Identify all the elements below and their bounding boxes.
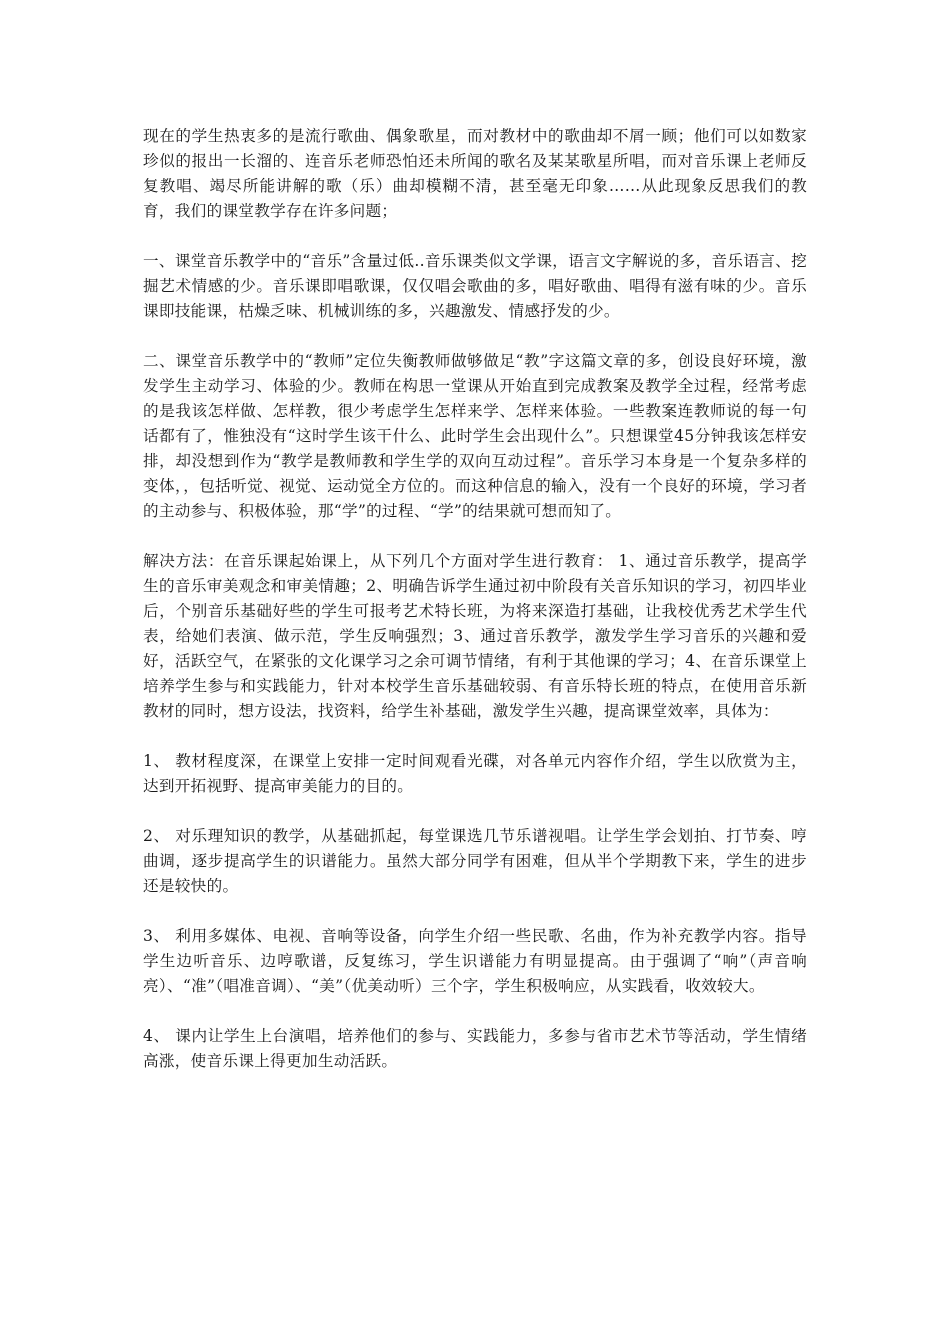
document-body — [143, 124, 807, 1099]
list-item-4: 4、 课内让学生上台演唱，培养他们的参与、实践能力，多参与省市艺术节等活动，学生情绪高涨，使音乐课上得更加生动活跃。 — [143, 1027, 807, 1070]
problem-one-paragraph: 一、课堂音乐教学中的“音乐”含量过低..音乐课类似文学课，语言文字解说的多，音乐语言、挖掘艺术情感的少。音乐课即唱歌课，仅仅唱会歌曲的多，唱好歌曲、唱得有滋有味的少。音乐课即技能课，枯燥乏味、机械训练的多，兴趣激发、情感抒发的少。 — [143, 252, 807, 320]
intro-paragraph: 现在的学生热衷多的是流行歌曲、偶象歌星，而对教材中的歌曲却不屑一顾；他们可以如数家珍似的报出一长溜的、连音乐老师恐怕还未所闻的歌名及某某歌星所唱，而对音乐课上老师反复教唱、竭尽所能讲解的歌（乐）曲却模糊不清，甚至毫无印象……从此现象反思我们的教育，我们的课堂教学存在许多问题； — [143, 127, 807, 220]
list-item-1: 1、 教材程度深，在课堂上安排一定时间观看光碟，对各单元内容作介绍，学生以欣赏为主，达到开拓视野、提高审美能力的目的。 — [143, 752, 807, 795]
list-item-3: 3、 利用多媒体、电视、音响等设备，向学生介绍一些民歌、名曲，作为补充教学内容。指导学生边听音乐、边哼歌谱，反复练习，学生识谱能力有明显提高。由于强调了“响”（声音响亮）、“准”（唱准音调）、“美”（优美动听）三个字，学生积极响应，从实践看，收效较大。 — [143, 927, 807, 995]
list-item-2: 2、 对乐理知识的教学，从基础抓起，每堂课选几节乐谱视唱。让学生学会划拍、打节奏、哼曲调，逐步提高学生的识谱能力。虽然大部分同学有困难，但从半个学期教下来，学生的进步还是较快的。 — [143, 827, 807, 895]
solution-paragraph: 解决方法：在音乐课起始课上，从下列几个方面对学生进行教育： 1、通过音乐教学，提高学生的音乐审美观念和审美情趣；2、明确告诉学生通过初中阶段有关音乐知识的学习，初四毕业后，个别音乐基础好些的学生可报考艺术特长班，为将来深造打基础，让我校优秀艺术学生代表，给她们表演、做示范，学生反响强烈；3、通过音乐教学，激发学生学习音乐的兴趣和爱好，活跃空气，在紧张的文化课学习之余可调节情绪，有利于其他课的学习；4、在音乐课堂上培养学生参与和实践能力，针对本校学生音乐基础较弱、有音乐特长班的特点，在使用音乐新教材的同时，想方设法，找资料，给学生补基础，激发学生兴趣，提高课堂效率，具体为： — [143, 552, 807, 720]
problem-two-paragraph: 二、课堂音乐教学中的“教师”定位失衡教师做够做足“教”字这篇文章的多，创设良好环境，激发学生主动学习、体验的少。教师在构思一堂课从开始直到完成教案及教学全过程，经常考虑的是我该怎样做、怎样教，很少考虑学生怎样来学、怎样来体验。一些教案连教师说的每一句话都有了，惟独没有“这时学生该干什么、此时学生会出现什么”。只想课堂45分钟我该怎样安排，却没想到作为“教学是教师教和学生学的双向互动过程”。音乐学习本身是一个复杂多样的变体，，包括听觉、视觉、运动觉全方位的。而这种信息的输入，没有一个良好的环境，学习者的主动参与、积极体验，那“学”的过程、“学”的结果就可想而知了。 — [143, 352, 807, 520]
